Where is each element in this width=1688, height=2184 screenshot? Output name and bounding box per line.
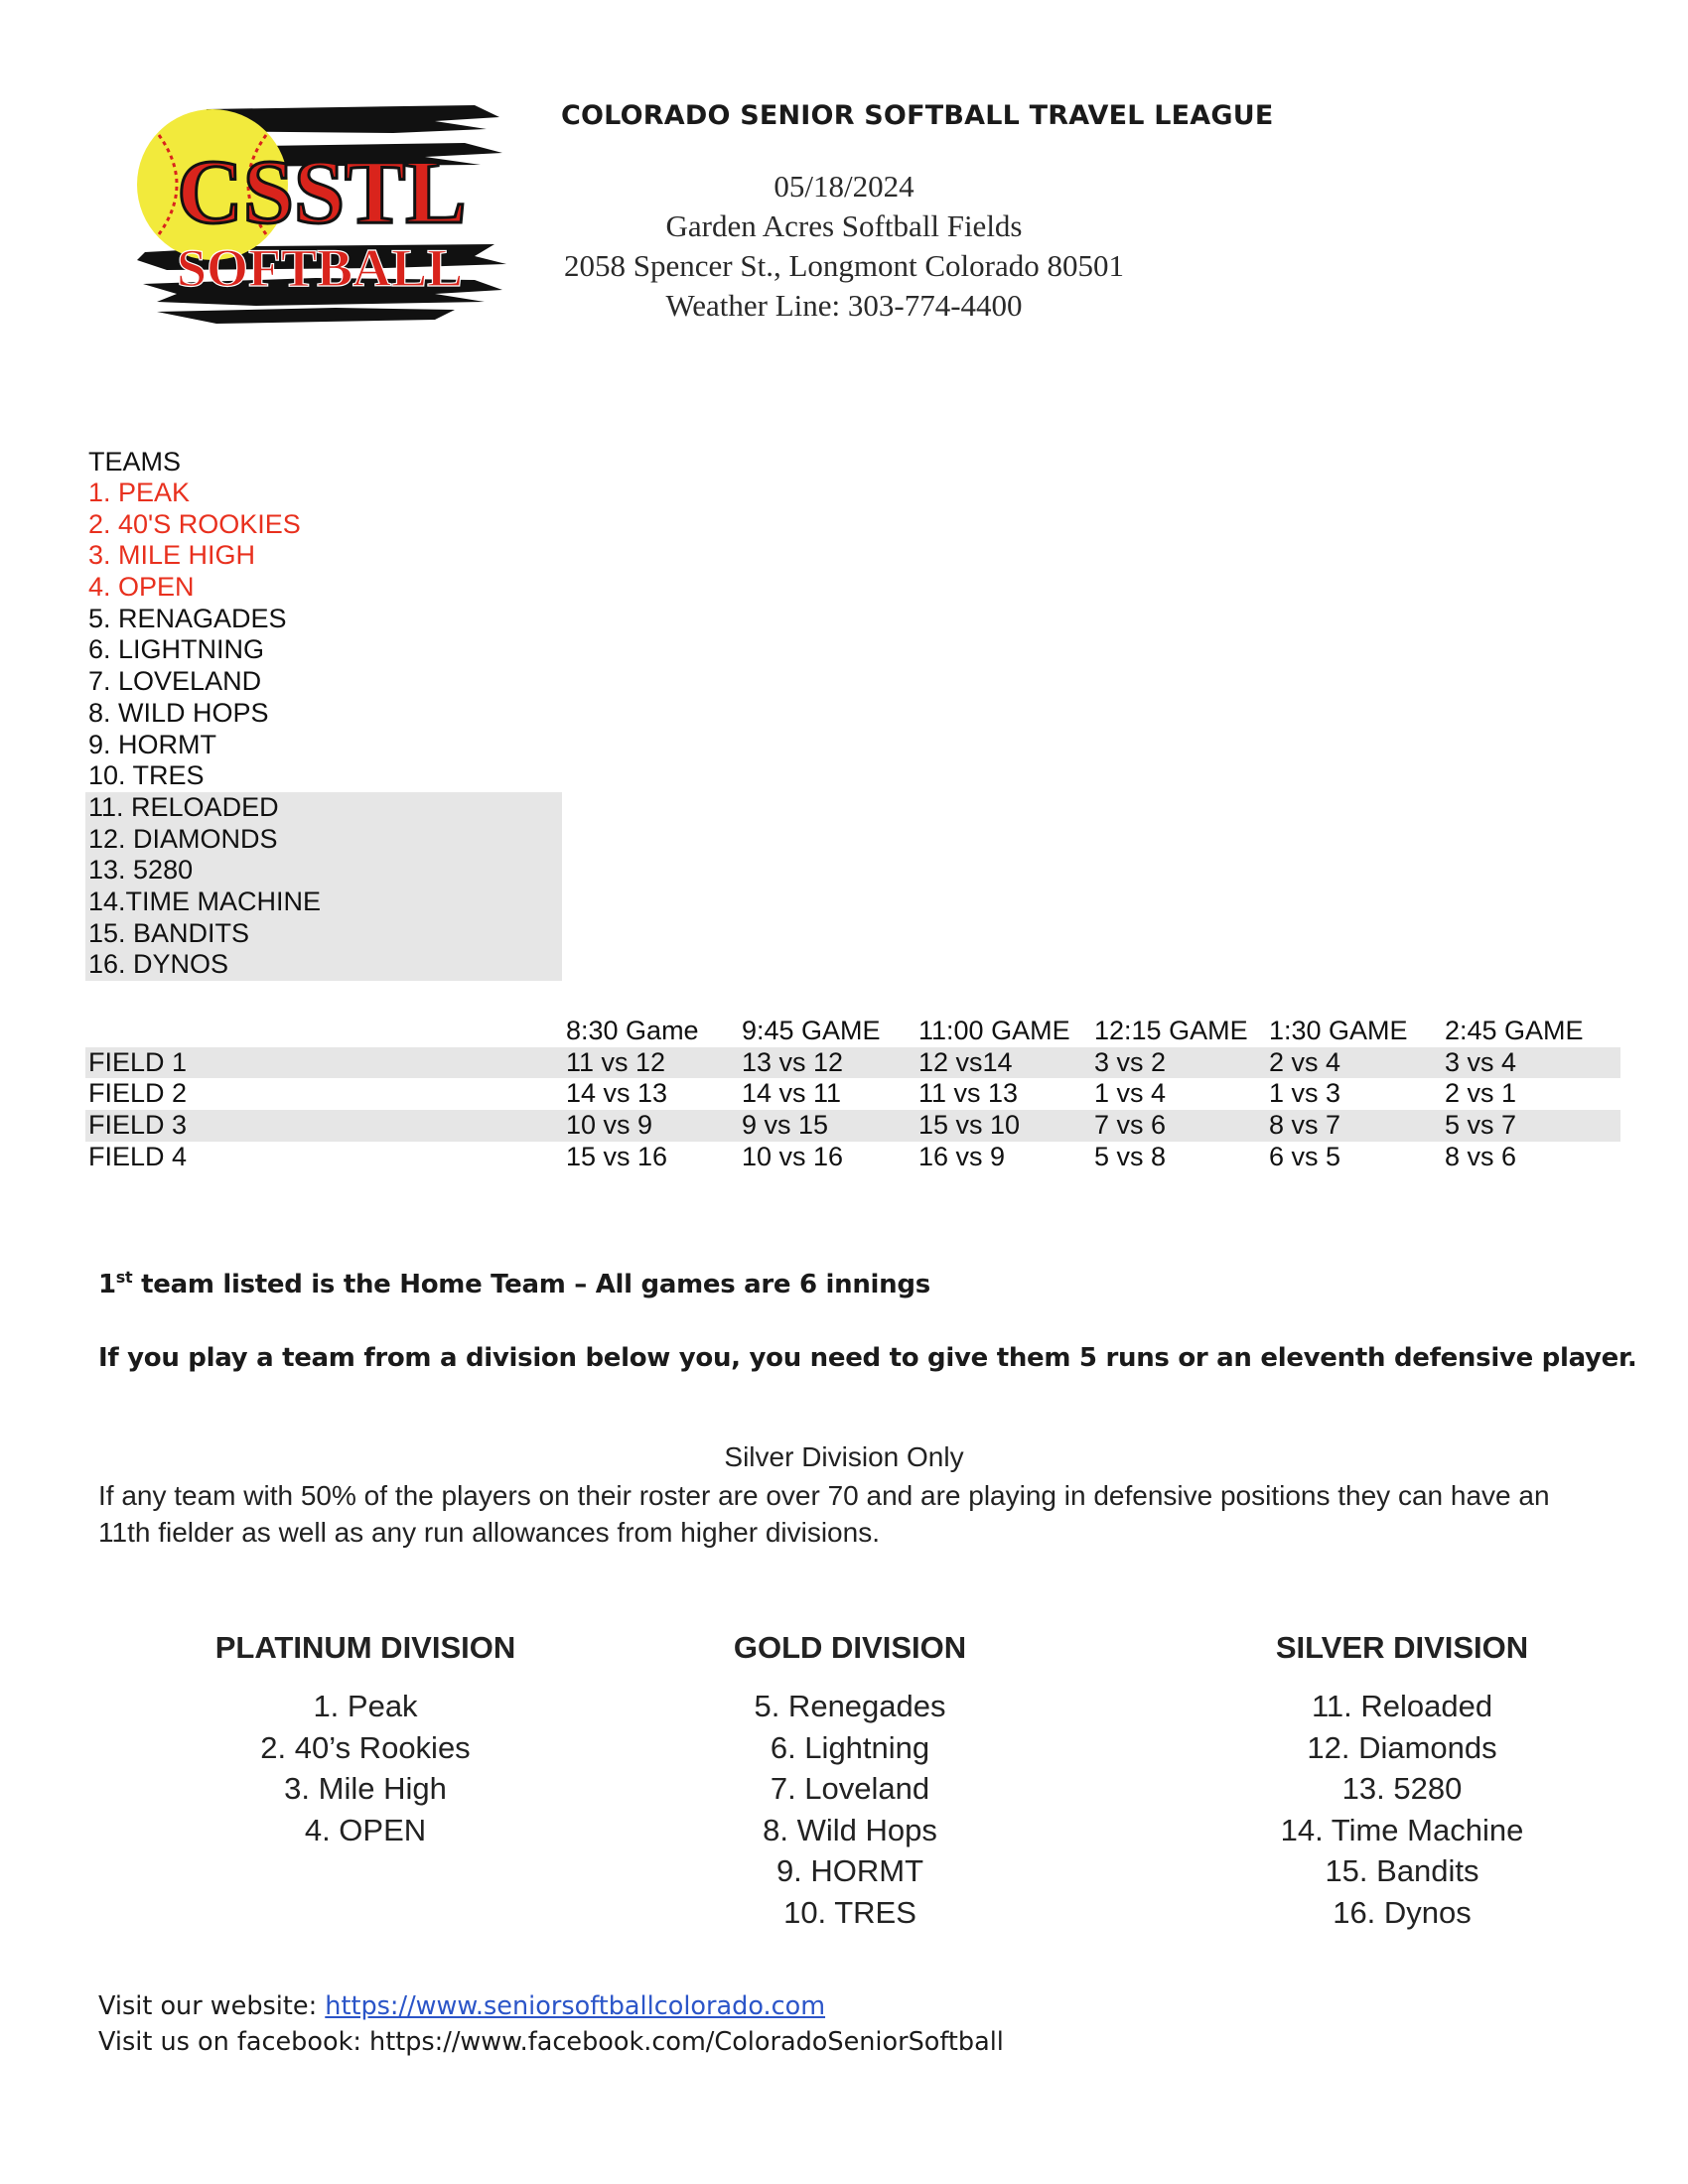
website-link[interactable]: https://www.seniorsoftballcolorado.com: [325, 1991, 826, 2021]
gold-division: [592, 1628, 1108, 1933]
footer-facebook: [98, 2027, 1004, 2057]
team-item: 5. RENAGADES: [88, 603, 287, 633]
event-date: 05/18/2024: [774, 169, 914, 204]
division-team: 4. OPEN: [304, 1812, 427, 1847]
event-address: 2058 Spencer St., Longmont Colorado 80501: [564, 248, 1124, 283]
field-label: FIELD 1: [88, 1046, 188, 1077]
division-title: SILVER DIVISION: [1275, 1630, 1529, 1665]
team-item: 14.TIME MACHINE: [85, 887, 562, 918]
team-item: 2. 40'S ROOKIES: [88, 508, 301, 539]
matchup-cell: 15 vs 10: [918, 1110, 1021, 1141]
matchup-cell: 11 vs 13: [918, 1078, 1019, 1109]
matchup-cell: 1 vs 3: [1269, 1078, 1341, 1109]
matchup-cell: 2 vs 1: [1445, 1078, 1517, 1109]
matchup-cell: 2 vs 4: [1269, 1046, 1341, 1077]
team-item: 9. HORMT: [88, 729, 217, 759]
division-team: 10. TRES: [783, 1894, 916, 1930]
team-item: 10. TRES: [88, 760, 205, 791]
facebook-url: https://www.facebook.com/ColoradoSeniorSoftball: [369, 2027, 1004, 2057]
division-team: 2. 40’s Rookies: [260, 1729, 471, 1765]
team-item: 16. DYNOS: [85, 949, 562, 981]
game-time-header: 9:45 GAME: [742, 1016, 881, 1045]
team-item: 11. RELOADED: [85, 792, 562, 824]
silver-only-title: Silver Division Only: [724, 1441, 964, 1472]
field-label: FIELD 4: [88, 1141, 188, 1171]
event-info: [516, 167, 1172, 326]
team-item: 12. DIAMONDS: [85, 824, 562, 856]
teams-list: [85, 447, 562, 981]
team-item: 6. LIGHTNING: [88, 634, 265, 665]
field-row: [85, 1142, 1620, 1173]
teams-heading: TEAMS: [88, 447, 182, 477]
team-item: 1. PEAK: [88, 478, 191, 507]
matchup-cell: 16 vs 9: [918, 1141, 1006, 1171]
division-team: 5. Renegades: [754, 1689, 946, 1723]
matchup-cell: 15 vs 16: [566, 1141, 668, 1171]
home-rule-suffix: st: [115, 1268, 133, 1287]
division-team: 6. Lightning: [770, 1729, 930, 1765]
matchup-cell: 9 vs 15: [742, 1110, 829, 1141]
division-team: 16. Dynos: [1333, 1894, 1472, 1930]
league-logo: [137, 95, 506, 326]
field-row: [85, 1078, 1620, 1110]
logo-csstl-text: CSSTL: [177, 141, 467, 242]
weather-line: Weather Line: 303-774-4400: [665, 288, 1023, 323]
team-item: 15. BANDITS: [85, 918, 562, 950]
matchup-cell: 3 vs 2: [1094, 1046, 1167, 1077]
website-label: Visit our website:: [98, 1991, 326, 2021]
game-time-header: 1:30 GAME: [1269, 1016, 1408, 1045]
division-team: 3. Mile High: [284, 1771, 447, 1806]
team-item: 8. WILD HOPS: [88, 697, 269, 728]
silver-only-text: If any team with 50% of the players on their roster are over 70 and are playing in defensive positions they can have an 11th fielder as well as any run allowances from higher divisions.: [98, 1480, 1550, 1548]
team-item: 13. 5280: [85, 855, 562, 887]
logo-softball-text: SOFTBALL: [176, 238, 464, 298]
home-team-rule: [98, 1270, 930, 1299]
matchup-cell: 6 vs 5: [1269, 1141, 1341, 1171]
field-label: FIELD 3: [88, 1110, 188, 1141]
division-title: PLATINUM DIVISION: [214, 1630, 516, 1665]
matchup-cell: 14 vs 13: [566, 1078, 668, 1109]
csstl-logo-graphic: [137, 95, 506, 326]
team-item: 3. MILE HIGH: [88, 540, 256, 571]
matchup-cell: 12 vs14: [918, 1046, 1013, 1077]
division-team-list: [1144, 1686, 1660, 1933]
matchup-cell: 10 vs 9: [566, 1110, 653, 1141]
division-team-list: [107, 1686, 624, 1850]
matchup-cell: 10 vs 16: [742, 1141, 844, 1171]
facebook-label: Visit us on facebook:: [98, 2027, 370, 2057]
field-row: [85, 1110, 1620, 1142]
teams-items: [85, 478, 562, 981]
matchup-cell: 8 vs 7: [1269, 1110, 1341, 1141]
team-item: 7. LOVELAND: [88, 666, 262, 697]
field-row: [85, 1047, 1620, 1079]
matchup-cell: 5 vs 7: [1445, 1110, 1517, 1141]
matchup-cell: 8 vs 6: [1445, 1141, 1517, 1171]
division-team: 9. HORMT: [775, 1853, 924, 1888]
matchup-cell: 13 vs 12: [742, 1046, 844, 1077]
league-title: COLORADO SENIOR SOFTBALL TRAVEL LEAGUE: [561, 100, 1274, 131]
field-label: FIELD 2: [88, 1078, 188, 1109]
game-time-header: 8:30 Game: [566, 1016, 699, 1045]
platinum-division: [107, 1628, 624, 1850]
division-team: 12. Diamonds: [1307, 1729, 1497, 1765]
division-team-list: [592, 1686, 1108, 1933]
matchup-cell: 14 vs 11: [742, 1078, 842, 1109]
home-rule-text: team listed is the Home Team – All games are 6 innings: [132, 1270, 930, 1299]
schedule-header-row: [85, 1016, 1620, 1047]
division-team: 8. Wild Hops: [763, 1812, 937, 1847]
footer-website: [98, 1991, 825, 2021]
matchup-cell: 3 vs 4: [1445, 1046, 1517, 1077]
home-rule-ordinal: 1: [98, 1270, 116, 1299]
matchup-cell: 7 vs 6: [1094, 1110, 1167, 1141]
matchup-cell: 5 vs 8: [1094, 1141, 1167, 1171]
matchup-cell: 11 vs 12: [566, 1046, 666, 1077]
division-team: 13. 5280: [1341, 1771, 1463, 1806]
division-team: 11. Reloaded: [1311, 1689, 1493, 1723]
division-team: 7. Loveland: [770, 1771, 930, 1806]
division-team: 15. Bandits: [1325, 1853, 1479, 1888]
silver-division: [1144, 1628, 1660, 1933]
division-run-rule: If you play a team from a division below you, you need to give them 5 runs or an eleventh defensive player.: [98, 1343, 1637, 1373]
event-venue: Garden Acres Softball Fields: [665, 208, 1023, 243]
game-time-header: 2:45 GAME: [1445, 1016, 1584, 1045]
team-item: 4. OPEN: [88, 572, 195, 603]
game-time-header: 12:15 GAME: [1094, 1016, 1248, 1045]
schedule-table: [85, 1016, 1620, 1172]
game-time-header: 11:00 GAME: [918, 1016, 1070, 1045]
division-team: 14. Time Machine: [1280, 1812, 1524, 1847]
matchup-cell: 1 vs 4: [1094, 1078, 1167, 1109]
division-title: GOLD DIVISION: [733, 1630, 967, 1665]
division-team: 1. Peak: [313, 1689, 418, 1723]
